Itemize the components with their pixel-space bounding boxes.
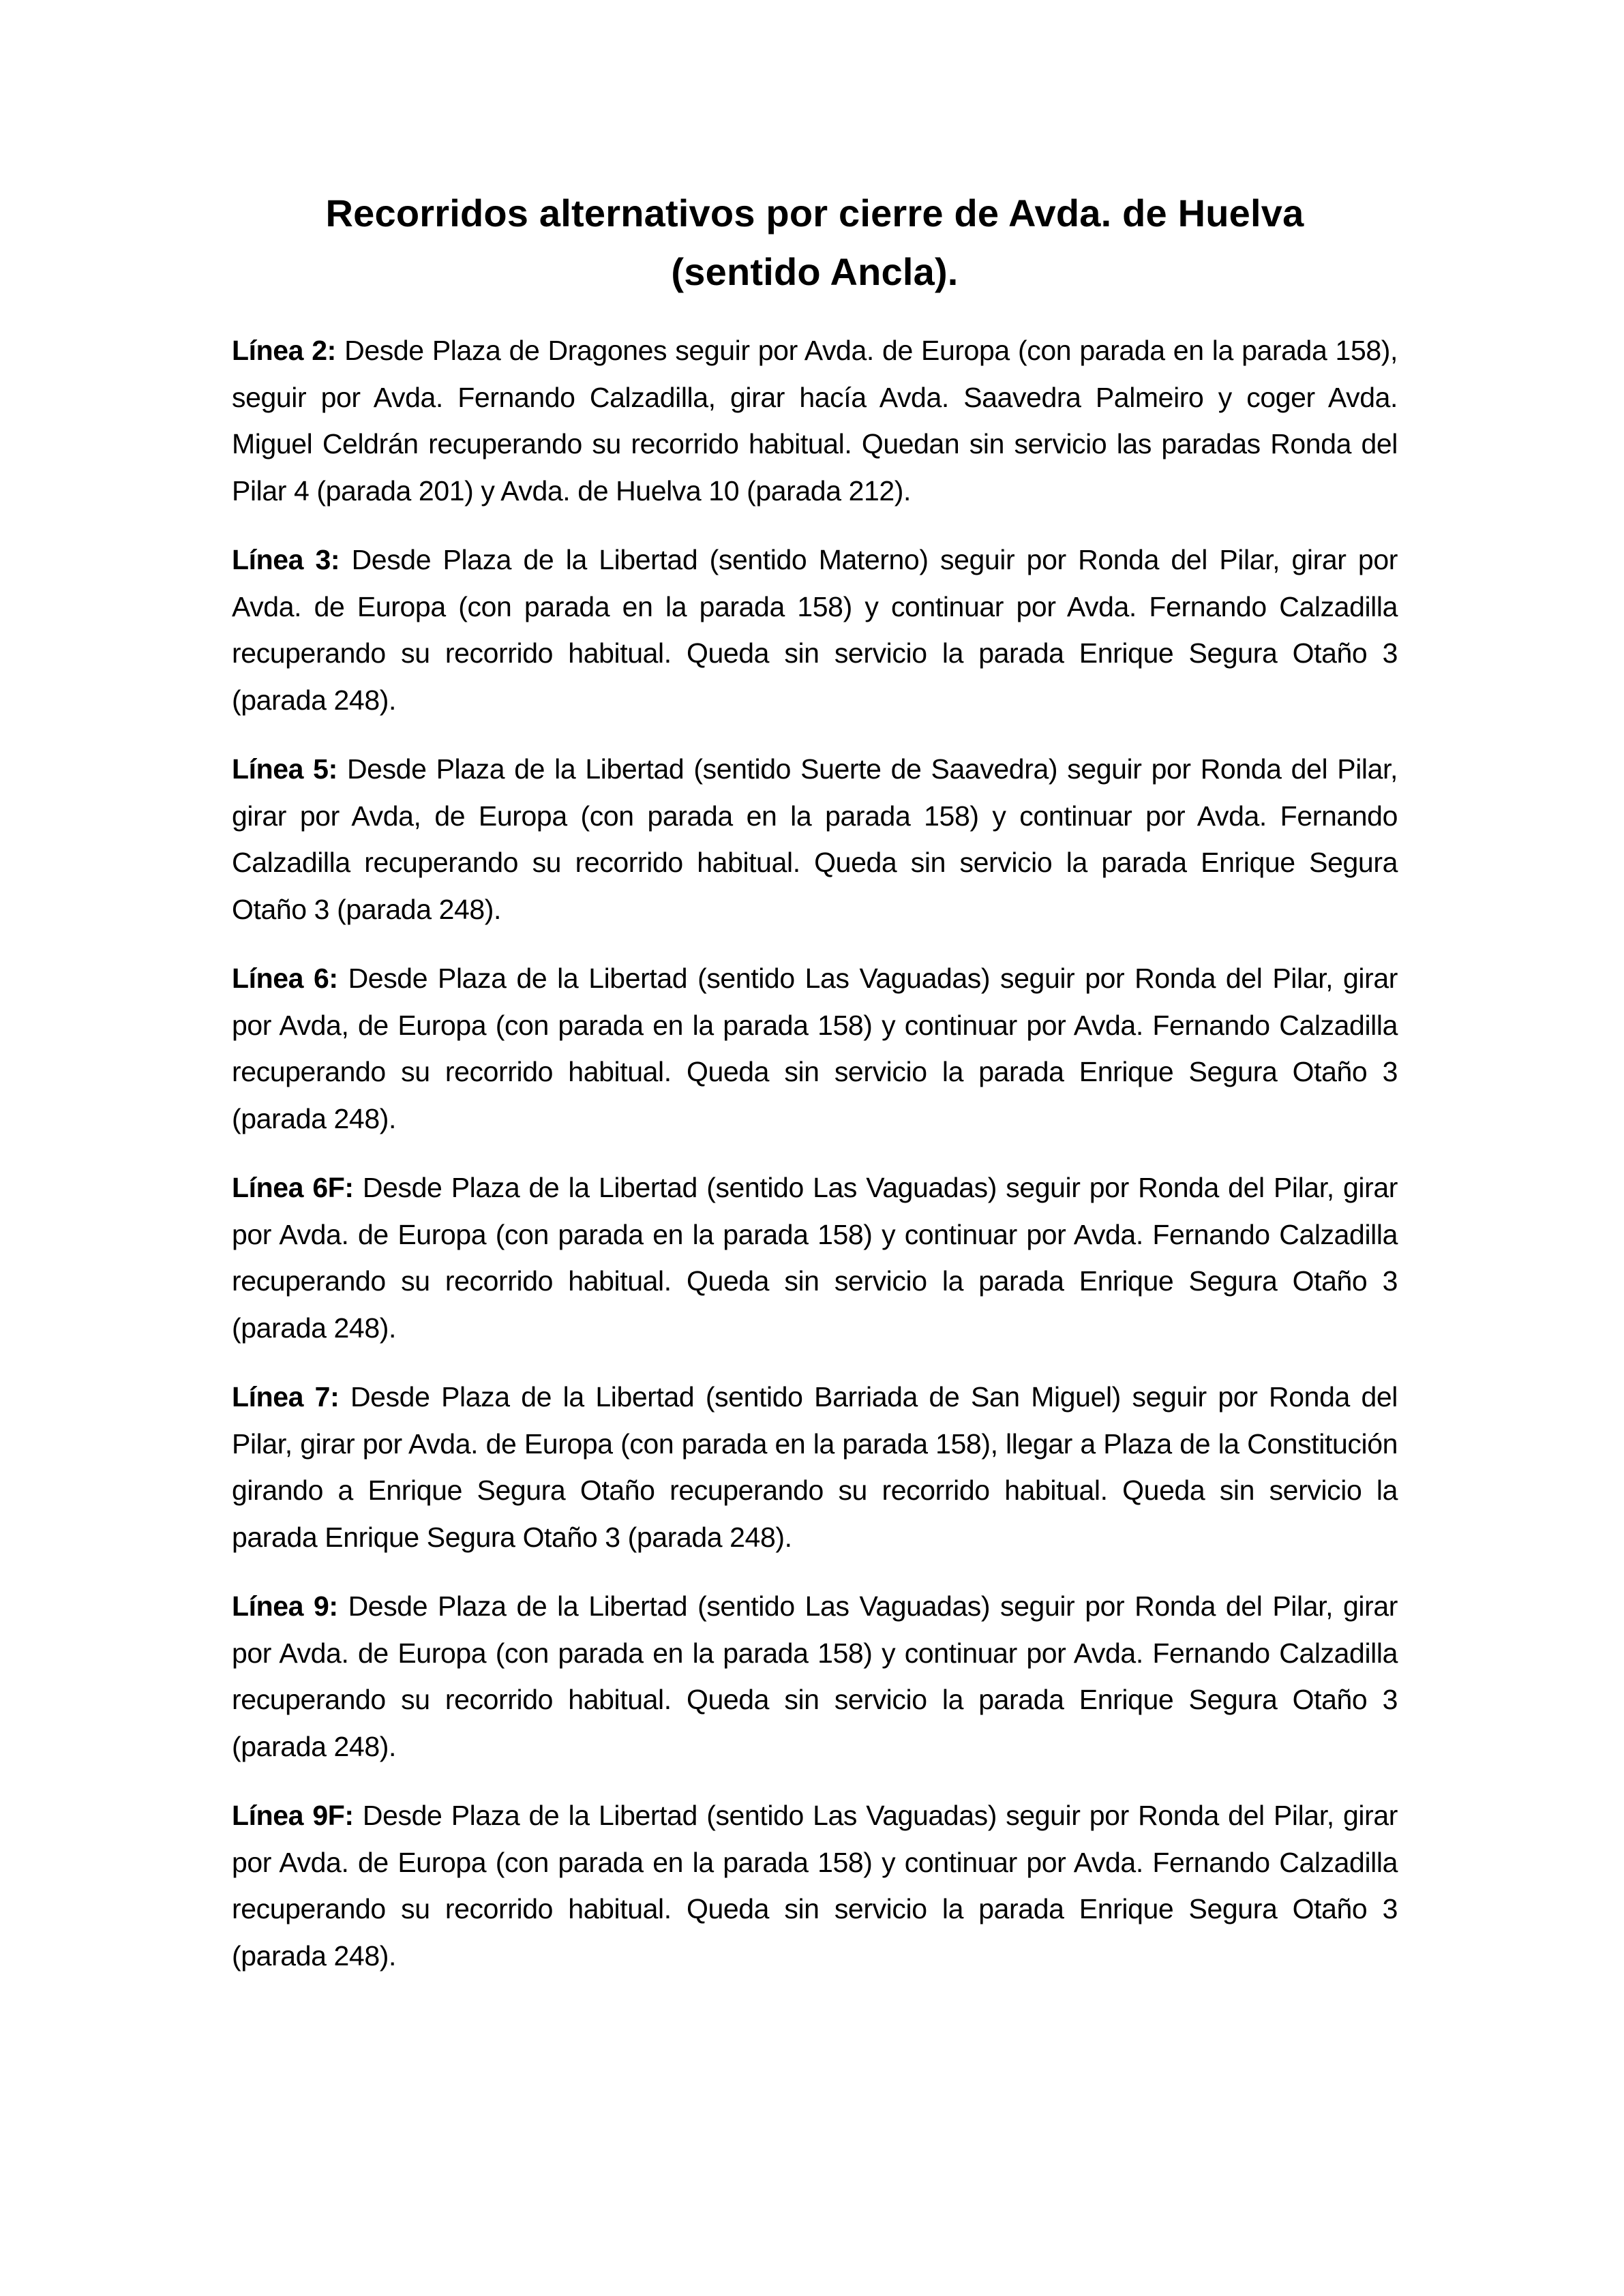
route-label: Línea 3:	[232, 544, 340, 575]
route-paragraph-linea-2	[232, 327, 1398, 514]
title-line-2: (sentido Ancla).	[671, 250, 959, 293]
route-label: Línea 2:	[232, 335, 336, 366]
route-description: Desde Plaza de la Libertad (sentido Las Vaguadas) seguir por Ronda del Pilar, girar por Avda. de Europa (con parada en la parada 158) y continuar por Avda. Fernando Calzadilla recuperando su recorrido habitual. Queda sin servicio la parada Enrique Segura Otaño 3 (parada 248).	[232, 1800, 1398, 1972]
route-description: Desde Plaza de la Libertad (sentido Las Vaguadas) seguir por Ronda del Pilar, girar por Avda. de Europa (con parada en la parada 158) y continuar por Avda. Fernando Calzadilla recuperando su recorrido habitual. Queda sin servicio la parada Enrique Segura Otaño 3 (parada 248).	[232, 1590, 1398, 1762]
route-label: Línea 9:	[232, 1590, 338, 1622]
route-paragraph-linea-5	[232, 746, 1398, 933]
route-paragraph-linea-3	[232, 537, 1398, 723]
route-description: Desde Plaza de la Libertad (sentido Barriada de San Miguel) seguir por Ronda del Pilar, girar por Avda. de Europa (con parada en la parada 158), llegar a Plaza de la Constitución girando a Enrique Segura Otaño recuperando su recorrido habitual. Queda sin servicio la parada Enrique Segura Otaño 3 (parada 248).	[232, 1381, 1398, 1553]
route-paragraph-linea-6	[232, 955, 1398, 1142]
route-paragraph-linea-6f	[232, 1164, 1398, 1351]
route-label: Línea 9F:	[232, 1800, 354, 1831]
route-label: Línea 6F:	[232, 1172, 354, 1203]
route-paragraph-linea-9f	[232, 1792, 1398, 1979]
route-description: Desde Plaza de la Libertad (sentido Las Vaguadas) seguir por Ronda del Pilar, girar por Avda. de Europa (con parada en la parada 158) y continuar por Avda. Fernando Calzadilla recuperando su recorrido habitual. Queda sin servicio la parada Enrique Segura Otaño 3 (parada 248).	[232, 1172, 1398, 1344]
document-title	[232, 184, 1398, 301]
document-page	[232, 184, 1398, 2002]
route-label: Línea 5:	[232, 753, 337, 785]
route-description: Desde Plaza de la Libertad (sentido Materno) seguir por Ronda del Pilar, girar por Avda. de Europa (con parada en la parada 158) y continuar por Avda. Fernando Calzadilla recuperando su recorrido habitual. Queda sin servicio la parada Enrique Segura Otaño 3 (parada 248).	[232, 544, 1398, 716]
route-label: Línea 7:	[232, 1381, 340, 1413]
route-description: Desde Plaza de la Libertad (sentido Las Vaguadas) seguir por Ronda del Pilar, girar por Avda, de Europa (con parada en la parada 158) y continuar por Avda. Fernando Calzadilla recuperando su recorrido habitual. Queda sin servicio la parada Enrique Segura Otaño 3 (parada 248).	[232, 963, 1398, 1134]
route-label: Línea 6:	[232, 963, 338, 994]
route-description: Desde Plaza de Dragones seguir por Avda. de Europa (con parada en la parada 158), seguir por Avda. Fernando Calzadilla, girar hacía Avda. Saavedra Palmeiro y coger Avda. Miguel Celdrán recuperando su recorrido habitual. Quedan sin servicio las paradas Ronda del Pilar 4 (parada 201) y Avda. de Huelva 10 (parada 212).	[232, 335, 1398, 507]
route-paragraph-linea-9	[232, 1583, 1398, 1770]
route-description: Desde Plaza de la Libertad (sentido Suerte de Saavedra) seguir por Ronda del Pilar, girar por Avda, de Europa (con parada en la parada 158) y continuar por Avda. Fernando Calzadilla recuperando su recorrido habitual. Queda sin servicio la parada Enrique Segura Otaño 3 (parada 248).	[232, 753, 1398, 925]
title-line-1: Recorridos alternativos por cierre de Avda. de Huelva	[325, 192, 1304, 235]
route-paragraph-linea-7	[232, 1374, 1398, 1560]
